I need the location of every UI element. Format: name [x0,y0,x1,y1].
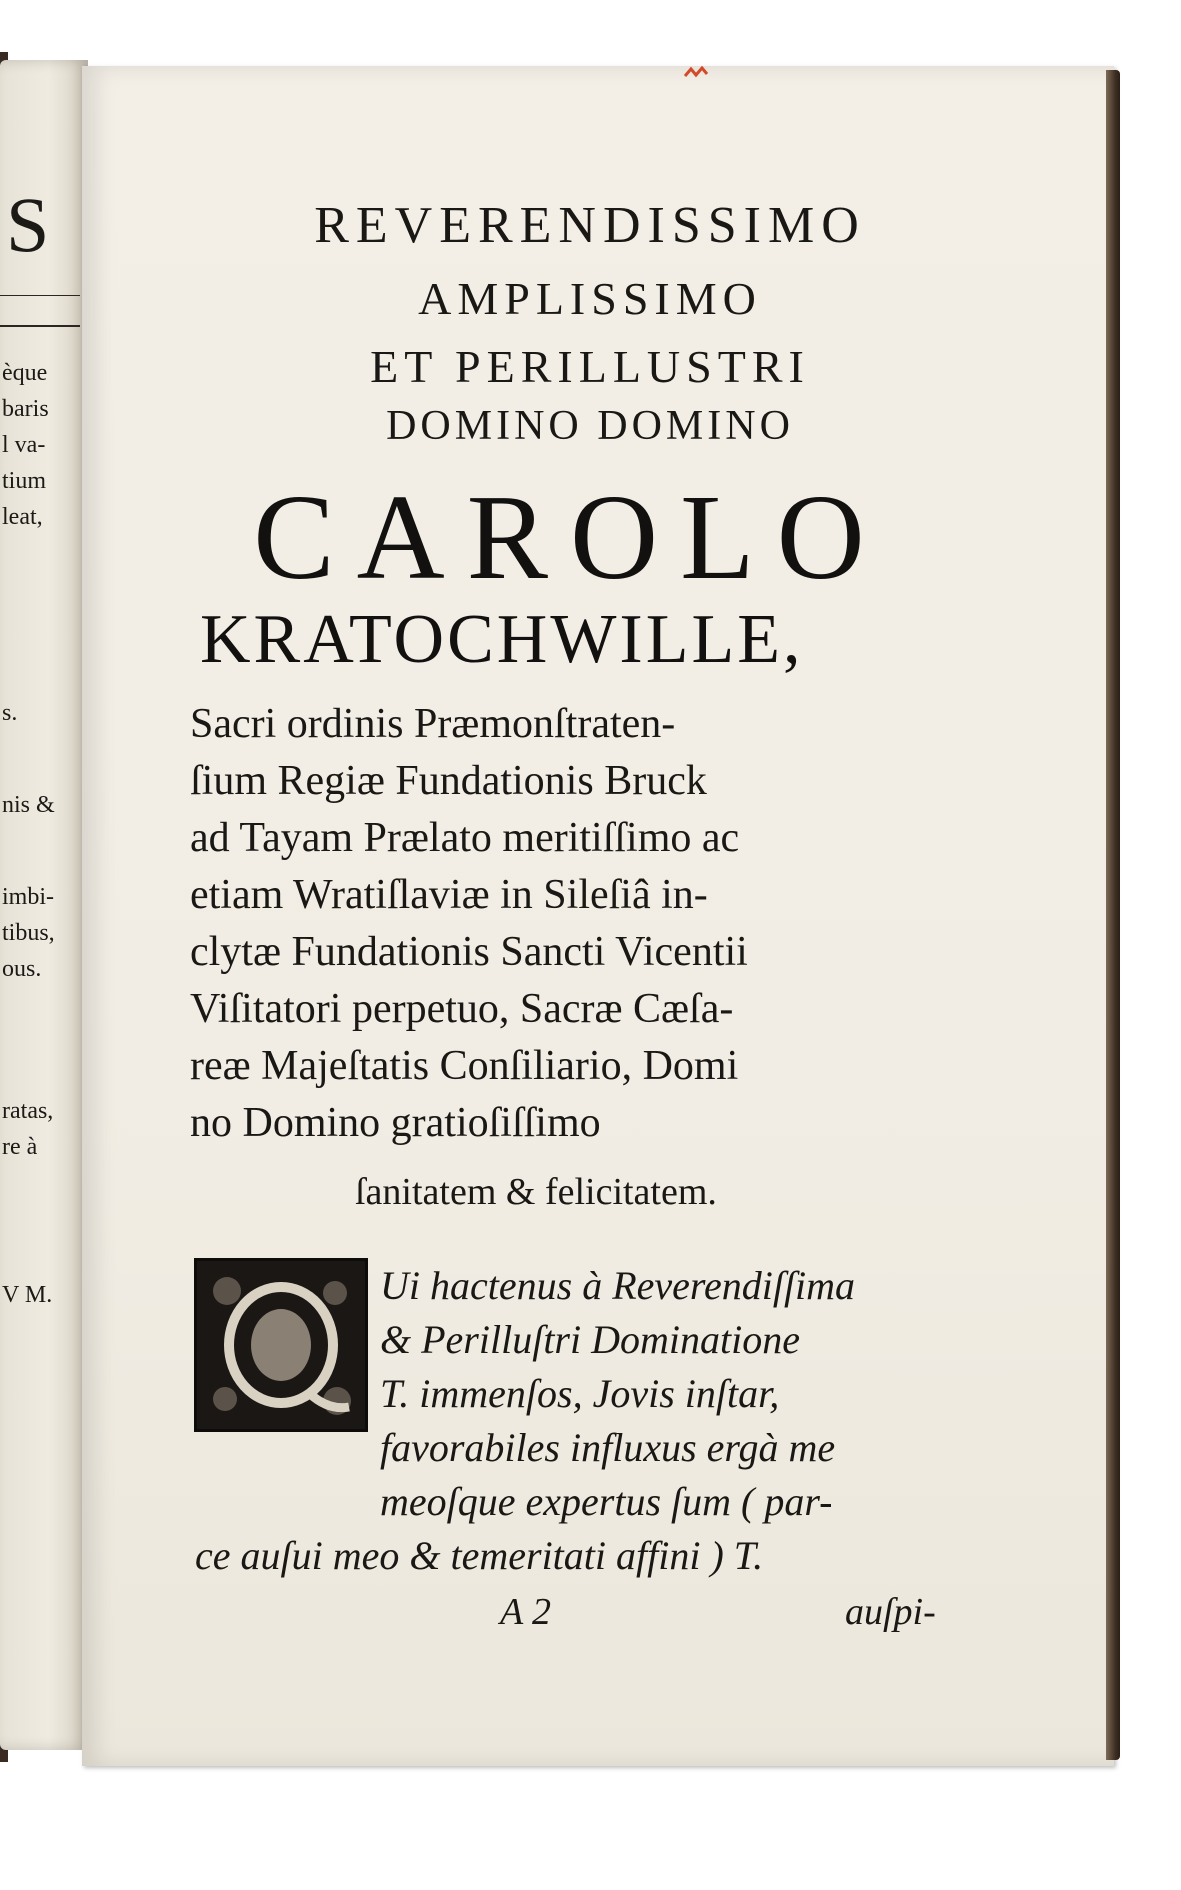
letter-line: Ui hactenus à Reverendiſſima [380,1263,856,1308]
left-page-initial: S [6,181,50,268]
dedication-line: etiam Wratiſlaviæ in Sileſiâ in- [190,872,708,918]
left-page-fragment: ous. [2,956,42,982]
dedication-line: ad Tayam Prælato meritiſſimo ac [190,815,740,861]
heading-line-4: DOMINO DOMINO [386,403,794,449]
salutation: ſanitatem & felicitatem. [355,1171,717,1213]
left-page-rule [0,325,80,327]
left-page-rule [0,295,80,296]
dedication-line: clytæ Fundationis Sancti Vicentii [190,929,748,975]
letter-line: ce auſui meo & temeritati affini ) T. [195,1533,764,1578]
left-page-fragment: l va- [2,432,46,458]
left-page-fragment: V M. [2,1282,53,1308]
dedicatee-first-name: CAROLO [253,470,887,605]
left-page-fragment: ratas, [2,1098,54,1124]
ornament-initial-icon [197,1261,365,1429]
dedication-line: no Domino gratioſiſſimo [190,1100,601,1146]
dedication-line: ſium Regiæ Fundationis Bruck [190,758,707,804]
left-page-fragment: leat, [2,504,43,530]
letter-line: & Perilluſtri Dominatione [380,1317,800,1362]
heading-line-2: AMPLISSIMO [418,273,762,324]
heading-line-3: ET PERILLUSTRI [370,341,810,392]
signature-mark: A 2 [500,1591,552,1633]
left-page-fragment: s. [2,700,18,726]
left-page-fragment: tium [2,468,47,494]
dedicatee-surname: KRATOCHWILLE, [200,601,804,678]
heading-line-1: REVERENDISSIMO [314,197,866,254]
page-fore-edge [1106,70,1120,1760]
dedication-line: reæ Majeſtatis Conſiliario, Domi [190,1043,739,1089]
left-page-fragment: re à [2,1134,38,1160]
left-page-fragment: tibus, [2,920,55,946]
left-page-fragment: nis & [2,792,55,818]
dedication-line: Viſitatori perpetuo, Sacræ Cæſa- [190,986,734,1032]
catchword: auſpi- [845,1591,936,1633]
letter-line: favorabiles influxus ergà me [380,1425,836,1470]
left-page-fragment: imbi- [2,884,54,910]
letter-line: T. immenſos, Jovis inſtar, [380,1371,780,1416]
left-page [0,60,88,1750]
red-ink-mark [683,66,709,80]
left-page-fragment: baris [2,396,49,422]
decorated-initial [194,1258,368,1432]
letter-line: meoſque expertus ſum ( par- [380,1479,833,1524]
left-page-fragment: èque [2,360,48,386]
dedication-line: Sacri ordinis Præmonſtraten- [190,701,676,747]
